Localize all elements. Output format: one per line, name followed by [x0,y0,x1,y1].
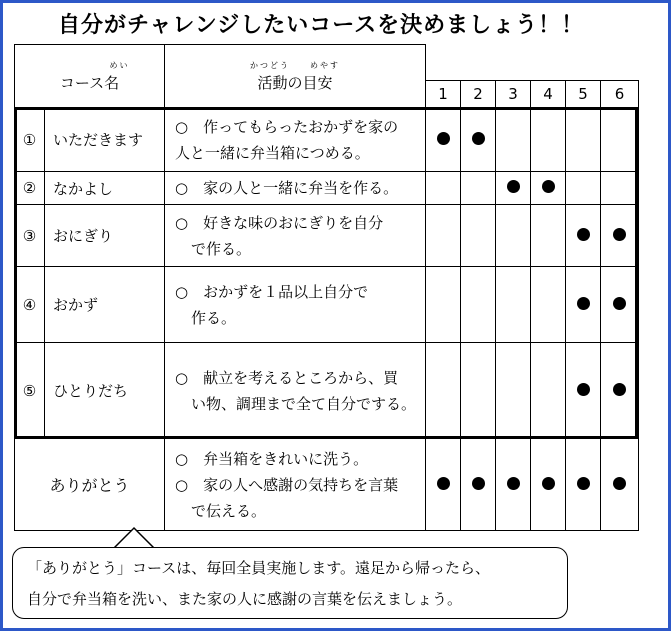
dot-mark [577,297,590,310]
row-number: ⑤ [15,343,45,439]
mark-cell [496,172,531,205]
mark-cell [601,343,639,439]
mark-cell [426,439,461,531]
course-name-header: めい コース名 [15,45,165,108]
mark-cell [461,267,496,343]
mark-cell [426,343,461,439]
note-line-1: 「ありがとう」コースは、毎回全員実施します。遠足から帰ったら、 [27,559,491,577]
activity-text: ○ 好きな味のおにぎりを自分 で作る。 [165,205,426,267]
course-name: なかよし [45,172,165,205]
dot-mark [507,477,520,490]
mark-cell [601,439,639,531]
dot-mark [437,132,450,145]
mark-cell [601,205,639,267]
column-header-6: 6 [601,81,639,108]
mark-cell [601,108,639,172]
page-title: 自分がチャレンジしたいコースを決めましょう！！ [58,13,585,38]
dot-mark [613,297,626,310]
mark-cell [566,439,601,531]
activity-text: ○ 弁当箱をきれいに洗う。 ○ 家の人へ感謝の気持ちを言葉 で伝える。 [165,439,426,531]
mark-cell [601,172,639,205]
mark-cell [461,108,496,172]
mark-cell [496,108,531,172]
mark-cell [461,205,496,267]
mark-cell [496,343,531,439]
dot-mark [507,180,520,193]
activity-text: ○ 献立を考えるところから、買 い物、調理まで全て自分でする。 [165,343,426,439]
course-name: ありがとう [15,439,165,531]
dot-mark [577,383,590,396]
mark-cell [601,267,639,343]
mark-cell [531,343,566,439]
mark-cell [496,267,531,343]
course-name: おかず [45,267,165,343]
activity-text: ○ 作ってもらったおかずを家の 人と一緒に弁当箱につめる。 [165,108,426,172]
header-spacer [426,45,639,81]
mark-cell [531,108,566,172]
course-row-4 [15,267,639,343]
column-header-2: 2 [461,81,496,108]
activity-text: ○ 家の人と一緒に弁当を作る。 [165,172,426,205]
dot-mark [613,383,626,396]
column-header-4: 4 [531,81,566,108]
mark-cell [426,108,461,172]
mark-cell [426,205,461,267]
column-header-3: 3 [496,81,531,108]
dot-mark [472,132,485,145]
row-number: ② [15,172,45,205]
dot-mark [613,228,626,241]
course-name: いただきます [45,108,165,172]
mark-cell [566,108,601,172]
mark-cell [461,343,496,439]
course-name: おにぎり [45,205,165,267]
row-number: ④ [15,267,45,343]
mark-cell [461,439,496,531]
mark-cell [531,267,566,343]
header-row [15,45,639,81]
activity-header: かつどう めやす 活動の目安 [165,45,426,108]
column-header-5: 5 [566,81,601,108]
dot-mark [472,477,485,490]
course-name: ひとりだち [45,343,165,439]
row-number: ③ [15,205,45,267]
row-number: ① [15,108,45,172]
mark-cell [566,172,601,205]
mark-cell [426,172,461,205]
thanks-row [15,439,639,531]
mark-cell [531,172,566,205]
mark-cell [426,267,461,343]
mark-cell [496,439,531,531]
dot-mark [613,477,626,490]
mark-cell [496,205,531,267]
dot-mark [437,477,450,490]
note-bubble [12,547,568,619]
column-header-1: 1 [426,81,461,108]
course-row-1 [15,108,639,172]
mark-cell [566,205,601,267]
mark-cell [566,267,601,343]
course-table [14,44,639,531]
dot-mark [542,477,555,490]
activity-text: ○ おかずを１品以上自分で 作る。 [165,267,426,343]
mark-cell [461,172,496,205]
note-line-2: 自分で弁当箱を洗い、また家の人に感謝の言葉を伝えましょう。 [27,590,463,608]
mark-cell [566,343,601,439]
dot-mark [542,180,555,193]
dot-mark [577,228,590,241]
mark-cell [531,439,566,531]
mark-cell [531,205,566,267]
course-row-2 [15,172,639,205]
course-row-3 [15,205,639,267]
dot-mark [577,477,590,490]
course-row-5 [15,343,639,439]
